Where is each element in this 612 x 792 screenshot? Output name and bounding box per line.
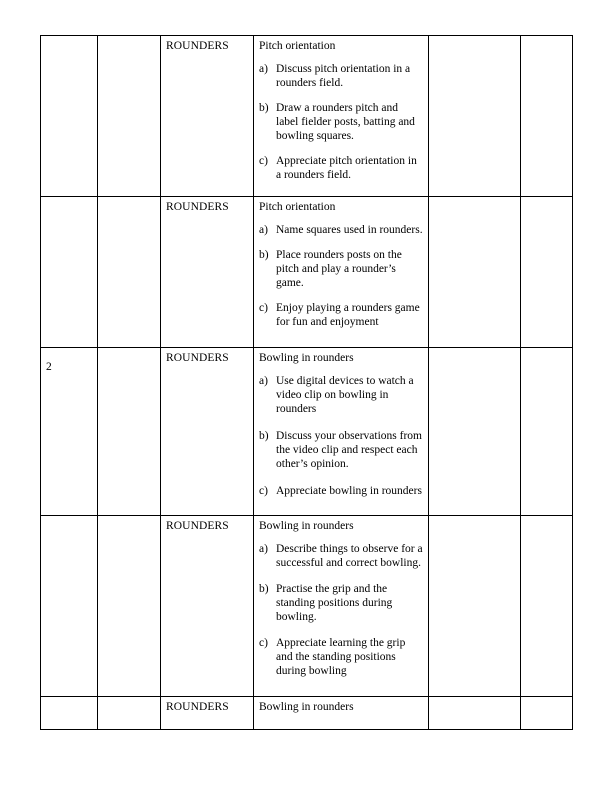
table-row (41, 197, 573, 348)
content-cell (254, 697, 429, 730)
lesson-cell (98, 516, 161, 697)
empty-cell (429, 197, 521, 348)
objective-text: Appreciate learning the grip and the standing positions during bowling (276, 637, 406, 677)
objective-text: Use digital devices to watch a video clip on bowling in rounders (276, 375, 414, 415)
table-row (41, 697, 573, 730)
objective-text: Practise the grip and the standing positions during bowling. (276, 583, 393, 623)
lesson-cell (98, 697, 161, 730)
lesson-cell (98, 36, 161, 197)
subtopic-title: Bowling in rounders (259, 520, 354, 532)
week-cell (41, 516, 98, 697)
strand-cell: ROUNDERS (161, 516, 254, 697)
subtopic-title: Bowling in rounders (259, 352, 354, 364)
empty-cell (521, 197, 573, 348)
empty-cell (521, 697, 573, 730)
objective-item (259, 223, 423, 237)
objective-label: b) (259, 249, 269, 261)
scheme-of-work-table (40, 35, 573, 730)
objective-label: a) (259, 63, 268, 75)
objective-item (259, 62, 423, 90)
empty-cell (429, 348, 521, 516)
objective-text: Enjoy playing a rounders game for fun and enjoyment (276, 302, 420, 328)
strand-cell: ROUNDERS (161, 697, 254, 730)
objective-label: c) (259, 485, 268, 497)
objective-label: b) (259, 430, 269, 442)
empty-cell (429, 516, 521, 697)
lesson-cell (98, 348, 161, 516)
objective-item (259, 248, 423, 290)
empty-cell (521, 36, 573, 197)
objective-label: c) (259, 155, 268, 167)
objective-text: Name squares used in rounders. (276, 224, 423, 236)
week-cell (41, 197, 98, 348)
strand-cell: ROUNDERS (161, 348, 254, 516)
objective-label: a) (259, 375, 268, 387)
objective-label: b) (259, 583, 269, 595)
objective-item (259, 636, 423, 678)
content-cell (254, 36, 429, 197)
objective-item (259, 582, 423, 624)
subtopic-title: Pitch orientation (259, 40, 336, 52)
objective-text: Place rounders posts on the pitch and play a rounder’s game. (276, 249, 402, 289)
objective-label: c) (259, 302, 268, 314)
empty-cell (429, 36, 521, 197)
table-row (41, 516, 573, 697)
week-cell (41, 36, 98, 197)
strand-cell: ROUNDERS (161, 197, 254, 348)
content-cell (254, 197, 429, 348)
objective-item (259, 542, 423, 570)
subtopic-title: Pitch orientation (259, 201, 336, 213)
strand-cell: ROUNDERS (161, 36, 254, 197)
lesson-cell (98, 197, 161, 348)
objective-item (259, 429, 423, 471)
objective-text: Discuss your observations from the video clip and respect each other’s opinion. (276, 430, 422, 470)
objective-item (259, 101, 423, 143)
objective-text: Describe things to observe for a successful and correct bowling. (276, 543, 423, 569)
objective-text: Draw a rounders pitch and label fielder posts, batting and bowling squares. (276, 102, 415, 142)
objective-label: a) (259, 543, 268, 555)
objective-text: Appreciate pitch orientation in a rounders field. (276, 155, 417, 181)
objective-label: c) (259, 637, 268, 649)
week-cell: 2 (41, 348, 98, 516)
table-row (41, 348, 573, 516)
objective-item (259, 301, 423, 329)
objective-item (259, 154, 423, 182)
content-cell (254, 516, 429, 697)
empty-cell (521, 516, 573, 697)
objective-item (259, 484, 423, 498)
objective-label: a) (259, 224, 268, 236)
objective-item (259, 374, 423, 416)
objective-text: Discuss pitch orientation in a rounders field. (276, 63, 411, 89)
subtopic-title: Bowling in rounders (259, 701, 354, 713)
content-cell (254, 348, 429, 516)
table-row (41, 36, 573, 197)
objective-text: Appreciate bowling in rounders (276, 485, 422, 497)
empty-cell (521, 348, 573, 516)
objective-label: b) (259, 102, 269, 114)
empty-cell (429, 697, 521, 730)
week-cell (41, 697, 98, 730)
